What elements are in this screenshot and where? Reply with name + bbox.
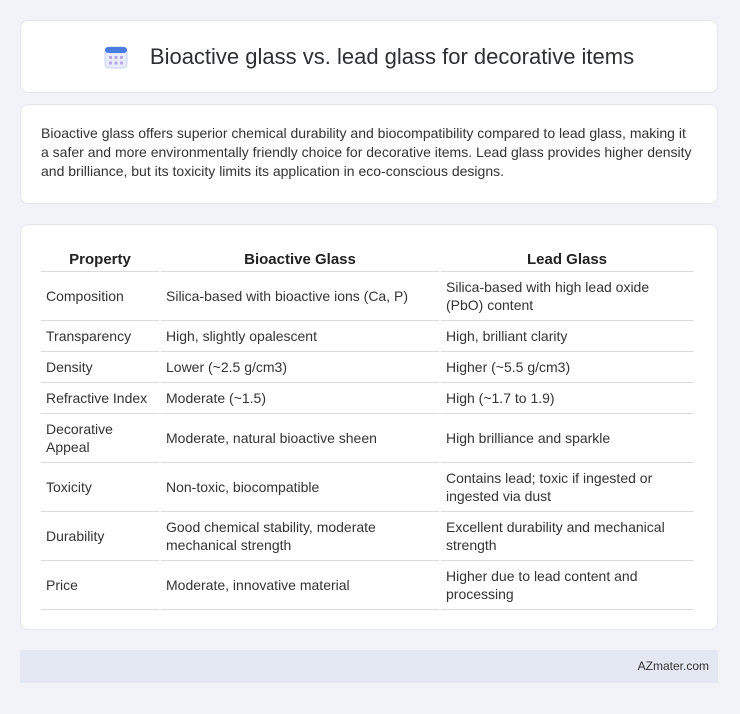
table-cell: Toxicity — [41, 463, 159, 512]
column-header-bioactive: Bioactive Glass — [161, 243, 439, 272]
table-row — [41, 383, 693, 414]
table-cell: Composition — [41, 272, 159, 321]
title-card — [20, 20, 718, 93]
table-cell: Decorative Appeal — [41, 414, 159, 463]
table-cell: Contains lead; toxic if ingested or ingested via dust — [441, 463, 693, 512]
table-cell: Higher (~5.5 g/cm3) — [441, 352, 693, 383]
page-title: Bioactive glass vs. lead glass for decorative items — [149, 43, 635, 69]
table-cell: Density — [41, 352, 159, 383]
table-cell: High brilliance and sparkle — [441, 414, 693, 463]
calendar-icon — [104, 45, 128, 69]
table-cell: Price — [41, 561, 159, 610]
table-cell: Moderate (~1.5) — [161, 383, 439, 414]
column-header-property: Property — [41, 243, 159, 272]
table-cell: Silica-based with high lead oxide (PbO) content — [441, 272, 693, 321]
table-cell: Transparency — [41, 321, 159, 352]
table-row — [41, 272, 693, 321]
footer — [20, 650, 718, 683]
table-cell: Non-toxic, biocompatible — [161, 463, 439, 512]
table-row — [41, 352, 693, 383]
table-cell: High (~1.7 to 1.9) — [441, 383, 693, 414]
table-cell: Excellent durability and mechanical strength — [441, 512, 693, 561]
table-row — [41, 414, 693, 463]
table-cell: Moderate, innovative material — [161, 561, 439, 610]
table-cell: Moderate, natural bioactive sheen — [161, 414, 439, 463]
table-cell: Durability — [41, 512, 159, 561]
table-row — [41, 463, 693, 512]
table-cell: High, slightly opalescent — [161, 321, 439, 352]
table-cell: Silica-based with bioactive ions (Ca, P) — [161, 272, 439, 321]
table-cell: Refractive Index — [41, 383, 159, 414]
table-row — [41, 561, 693, 610]
comparison-table-card — [20, 224, 718, 630]
table-cell: High, brilliant clarity — [441, 321, 693, 352]
table-row — [41, 321, 693, 352]
table-cell: Higher due to lead content and processing — [441, 561, 693, 610]
summary-text: Bioactive glass offers superior chemical durability and biocompatibility compared to lead glass, making it a safer and more environmentally friendly choice for decorative items. Lead glass provides higher density and brilliance, but its toxicity limits its application in eco-conscious designs. — [41, 125, 692, 179]
footer-brand[interactable]: AZmater.com — [637, 659, 709, 673]
table-cell: Good chemical stability, moderate mechanical strength — [161, 512, 439, 561]
table-row — [41, 512, 693, 561]
column-header-lead: Lead Glass — [441, 243, 693, 272]
summary-card — [20, 104, 718, 204]
comparison-table — [39, 243, 695, 610]
table-cell: Lower (~2.5 g/cm3) — [161, 352, 439, 383]
table-header-row — [41, 243, 693, 272]
